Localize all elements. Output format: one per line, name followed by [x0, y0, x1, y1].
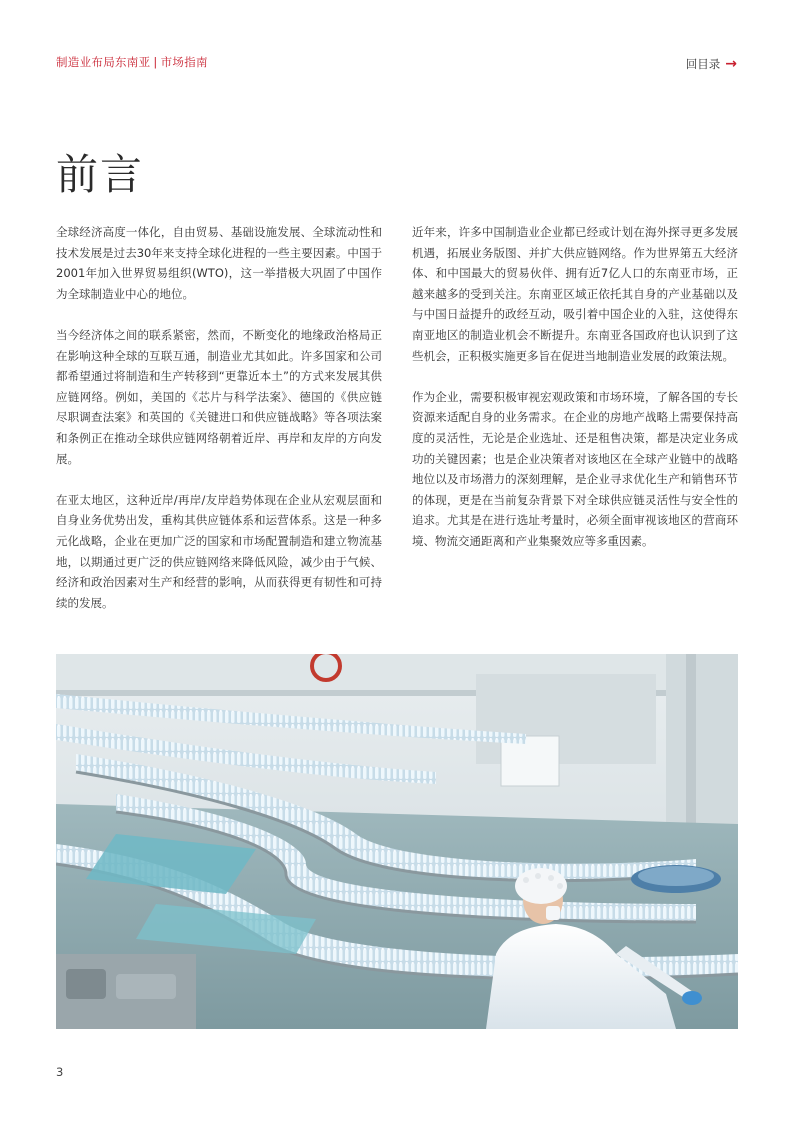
- paragraph: 全球经济高度一体化，自由贸易、基础设施发展、全球流动性和技术发展是过去30年来支持全球化进程的一些主要因素。中国于2001年加入世界贸易组织(WTO)，这一举措极大巩固了中国作为全球制造业中心的地位。: [56, 225, 382, 301]
- paragraph: 在亚太地区，这种近岸/再岸/友岸趋势体现在企业从宏观层面和自身业务优势出发，重构其供应链体系和运营体系。这是一种多元化战略，企业在更加广泛的国家和市场配置制造和建立物流基地，以期通过更广泛的供应链网络来降低风险，减少由于气候、经济和政治因素对生产和经营的影响，从而获得更有韧性和可持续的发展。: [56, 492, 382, 610]
- text-column-left: [56, 222, 382, 634]
- header-subsection: 市场指南: [160, 55, 208, 69]
- header-separator: |: [153, 55, 158, 69]
- back-to-contents-link[interactable]: [686, 56, 737, 72]
- paragraph: 当今经济体之间的联系紧密，然而，不断变化的地缘政治格局正在影响这种全球的互联互通，制造业尤其如此。许多国家和公司都希望通过将制造和生产转移到“更靠近本土”的方式来发展其供应链网络。例如，美国的《芯片与科学法案》、德国的《供应链尽职调查法案》和英国的《关键进口和供应链战略》等各项法案和条例正在推动全球供应链网络朝着近岸、再岸和友岸的方向发展。: [56, 327, 382, 466]
- paragraph: 近年来，许多中国制造业企业都已经或计划在海外探寻更多发展机遇，拓展业务版图、并扩大供应链网络。作为世界第五大经济体、和中国最大的贸易伙伴、拥有近7亿人口的东南亚市场，正越来越多的受到关注。东南亚区域正依托其自身的产业基础以及与中国日益提升的政经互动，吸引着中国企业的入驻，这使得东南亚地区的制造业机会不断提升。东南亚各国政府也认识到了这些机会，正积极实施更多旨在促进当地制造业发展的政策法规。: [412, 225, 738, 363]
- header-section: 制造业布局东南亚: [56, 55, 151, 69]
- page-number: 3: [56, 1065, 64, 1079]
- text-column-right: [412, 222, 738, 572]
- back-to-contents-label: 回目录: [685, 57, 721, 71]
- page-title: 前言: [56, 150, 145, 199]
- arrow-right-icon: →: [725, 56, 737, 72]
- paragraph: 作为企业，需要积极审视宏观政策和市场环境，了解各国的专长资源来适配自身的业务需求。在企业的房地产战略上需要保持高度的灵活性，无论是企业选址、还是租售决策，都是决定业务成功的关键因素；也是企业决策者对该地区在全球产业链中的战略地位以及市场潜力的深刻理解，是企业寻求优化生产和销售环节的体现，更是在当前复杂背景下对全球供应链灵活性与安全性的追求。尤其是在进行选址考量时，必须全面审视该地区的营商环境、物流交通距离和产业集聚效应等多重因素。: [412, 389, 738, 548]
- header-breadcrumb: [56, 54, 208, 70]
- factory-bottling-line-photo: [56, 654, 738, 1029]
